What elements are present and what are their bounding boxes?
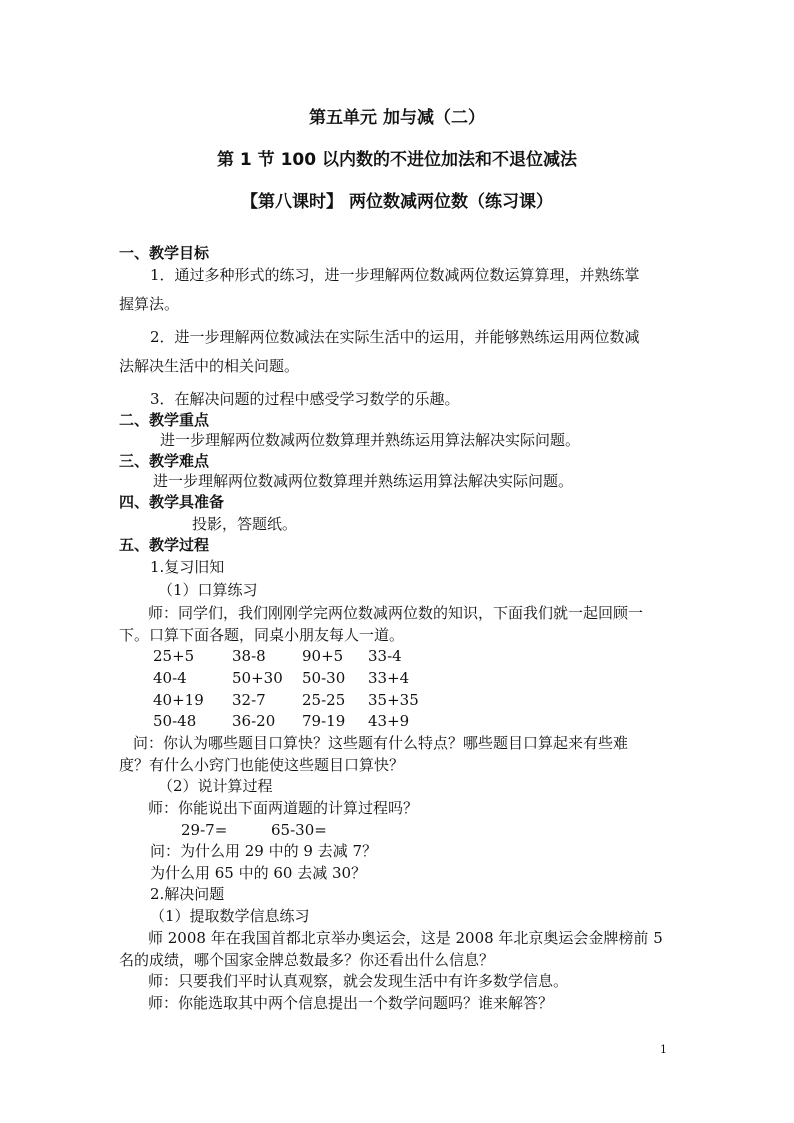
heading-process: 五、教学过程 — [119, 536, 210, 554]
exercise-item: 36-20 — [232, 712, 276, 730]
unit-title: 第五单元 加与减（二） — [309, 108, 485, 128]
teacher-line-1b: 下。口算下面各题，同桌小朋友每人一道。 — [119, 626, 405, 644]
teacher-line-2: 师：你能说出下面两道题的计算过程吗？ — [148, 799, 419, 817]
section-title: 第 1 节 100 以内数的不进位加法和不退位减法 — [217, 150, 577, 170]
exercise-item: 25+5 — [153, 647, 195, 665]
lesson-title: 【第八课时】 两位数减两位数（练习课） — [241, 192, 553, 212]
teacher-line-5: 师：你能选取其中两个信息提出一个数学问题吗？谁来解答？ — [148, 994, 554, 1012]
subheading-solve-problems: 2.解决问题 — [150, 885, 225, 903]
heading-materials: 四、教学具准备 — [119, 493, 225, 511]
objective-3: 3．在解决问题的过程中感受学习数学的乐趣。 — [150, 390, 460, 408]
question-line-1b: 度？有什么小窍门也能使这些题目口算快？ — [119, 756, 405, 774]
question-line-3: 为什么用 65 中的 60 去减 30？ — [150, 864, 367, 882]
heading-objectives: 一、教学目标 — [119, 244, 210, 262]
objective-2-line-2: 法解决生活中的相关问题。 — [119, 357, 300, 375]
heading-key-points: 二、教学重点 — [119, 411, 210, 429]
exercise-item: 40-4 — [153, 669, 187, 687]
question-line-2: 问：为什么用 29 中的 9 去减 7？ — [150, 842, 378, 860]
equation-2: 65-30= — [271, 821, 327, 839]
subheading-oral-practice: （1）口算练习 — [158, 581, 258, 599]
teacher-line-1a: 师：同学们，我们刚刚学完两位数减两位数的知识，下面我们就一起回顾一 — [148, 604, 644, 622]
exercise-item: 50-48 — [153, 712, 197, 730]
exercise-item: 90+5 — [302, 647, 344, 665]
equation-1: 29-7= — [181, 821, 228, 839]
exercise-item: 43+9 — [368, 712, 410, 730]
teacher-line-3a: 师 2008 年在我国首都北京举办奥运会，这是 2008 年北京奥运会金牌榜前 5 — [148, 929, 663, 947]
exercise-item: 50-30 — [302, 669, 346, 687]
exercise-item: 40+19 — [153, 691, 204, 709]
objective-1-line-2: 握算法。 — [119, 295, 180, 313]
page-number: 1 — [660, 1043, 667, 1056]
materials-text: 投影，答题纸。 — [192, 515, 298, 533]
subheading-review: 1.复习旧知 — [150, 558, 225, 576]
exercise-item: 25-25 — [302, 691, 346, 709]
objective-1-line-1: 1．通过多种形式的练习，进一步理解两位数减两位数运算算理，并熟练掌 — [150, 266, 640, 284]
exercise-item: 32-7 — [232, 691, 266, 709]
heading-difficulties: 三、教学难点 — [119, 452, 210, 470]
exercise-item: 79-19 — [302, 712, 346, 730]
subheading-calc-process: （2）说计算过程 — [158, 777, 273, 795]
difficulties-text: 进一步理解两位数减两位数算理并熟练运用算法解决实际问题。 — [153, 472, 574, 490]
exercise-item: 33-4 — [368, 647, 402, 665]
key-points-text: 进一步理解两位数减两位数算理并熟练运用算法解决实际问题。 — [160, 431, 581, 449]
objective-2-line-1: 2．进一步理解两位数减法在实际生活中的运用，并能够熟练运用两位数减 — [150, 328, 640, 346]
question-line-1a: 问：你认为哪些题目口算快？这些题有什么特点？哪些题目口算起来有些难 — [133, 734, 629, 752]
teacher-line-3b: 名的成绩，哪个国家金牌总数最多？你还看出什么信息？ — [119, 951, 495, 969]
subheading-extract-info: （1）提取数学信息练习 — [150, 907, 310, 925]
exercise-item: 50+30 — [232, 669, 283, 687]
teacher-line-4: 师：只要我们平时认真观察，就会发现生活中有许多数学信息。 — [148, 972, 569, 990]
exercise-item: 38-8 — [232, 647, 266, 665]
exercise-item: 33+4 — [368, 669, 410, 687]
exercise-item: 35+35 — [368, 691, 419, 709]
